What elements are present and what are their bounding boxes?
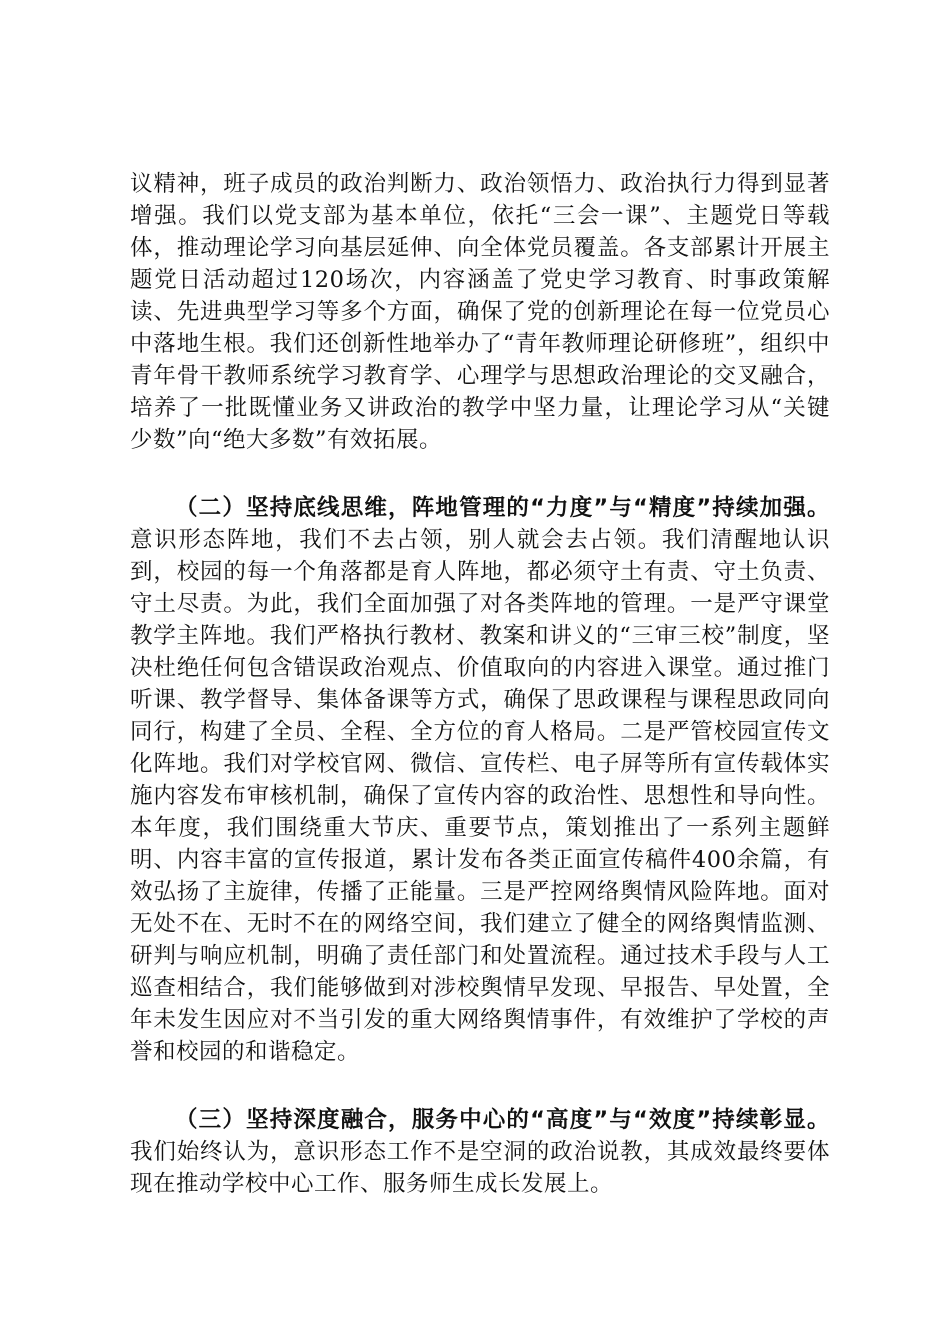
document-body <box>130 168 830 1200</box>
section-heading: （二）坚持底线思维，阵地管理的“力度”与“精度”持续加强。 <box>175 495 830 521</box>
section-heading: （三）坚持深度融合，服务中心的“高度”与“效度”持续彰显。 <box>175 1107 830 1133</box>
paragraph-text: 我们始终认为，意识形态工作不是空洞的政治说教，其成效最终要体现在推动学校中心工作、服务师生成长发展上。 <box>130 1139 830 1197</box>
paragraph-section-2 <box>130 492 830 1068</box>
paragraph-text: 议精神，班子成员的政治判断力、政治领悟力、政治执行力得到显著增强。我们以党支部为基本单位，依托“三会一课”、主题党日等载体，推动理论学习向基层延伸、向全体党员覆盖。各支部累计开展主题党日活动超过120场次，内容涵盖了党史学习教育、时事政策解读、先进典型学习等多个方面，确保了党的创新理论在每一位党员心中落地生根。我们还创新性地举办了“青年教师理论研修班”，组织中青年骨干教师系统学习教育学、心理学与思想政治理论的交叉融合，培养了一批既懂业务又讲政治的教学中坚力量，让理论学习从“关键少数”向“绝大多数”有效拓展。 <box>130 171 830 453</box>
paragraph-continuation <box>130 168 830 456</box>
paragraph-text: 意识形态阵地，我们不去占领，别人就会去占领。我们清醒地认识到，校园的每一个角落都是育人阵地，都必须守土有责、守土负责、守土尽责。为此，我们全面加强了对各类阵地的管理。一是严守课堂教学主阵地。我们严格执行教材、教案和讲义的“三审三校”制度，坚决杜绝任何包含错误政治观点、价值取向的内容进入课堂。通过推门听课、教学督导、集体备课等方式，确保了思政课程与课程思政同向同行，构建了全员、全程、全方位的育人格局。二是严管校园宣传文化阵地。我们对学校官网、微信、宣传栏、电子屏等所有宣传载体实施内容发布审核机制，确保了宣传内容的政治性、思想性和导向性。本年度，我们围绕重大节庆、重要节点，策划推出了一系列主题鲜明、内容丰富的宣传报道，累计发布各类正面宣传稿件400余篇，有效弘扬了主旋律，传播了正能量。三是严控网络舆情风险阵地。面对无处不在、无时不在的网络空间，我们建立了健全的网络舆情监测、研判与响应机制，明确了责任部门和处置流程。通过技术手段与人工巡查相结合，我们能够做到对涉校舆情早发现、早报告、早处置，全年未发生因应对不当引发的重大网络舆情事件，有效维护了学校的声誉和校园的和谐稳定。 <box>130 527 830 1065</box>
paragraph-section-3 <box>130 1104 830 1200</box>
